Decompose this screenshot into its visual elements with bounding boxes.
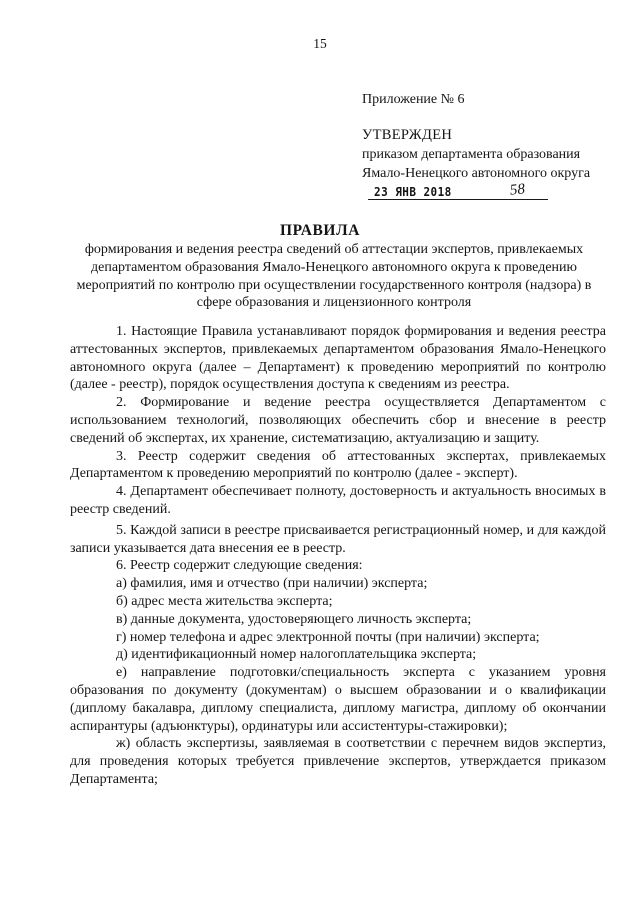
order-line [362,181,622,206]
approved-heading: УТВЕРЖДЕН [362,127,453,143]
approval-line-2: Ямало-Ненецкого автономного округа [362,166,591,181]
appendix-label: Приложение № 6 [362,92,465,107]
paragraph-2: 2. Формирование и ведение реестра осуществляется Департаментом с использованием технологий, позволяющих обеспечить сбор и внесение в реестр сведений об экспертах, их хранение, систематизацию, актуализацию и защиту. [70,395,606,446]
approval-line-1: приказом департамента образования [362,147,581,162]
list-item-zh: ж) область экспертизы, заявляемая в соответствии с перечнем видов экспертиз, для проведения которых требуется привлечение экспертов, утверждается приказом Департамента; [70,736,606,787]
document-title: ПРАВИЛА [279,222,361,239]
paragraph-4: 4. Департамент обеспечивает полноту, достоверность и актуальность вносимых в реестр сведений. [70,484,606,517]
order-date-stamp: 23 ЯНВ 2018 [374,184,452,199]
list-item-b: б) адрес места жительства эксперта; [116,593,333,609]
paragraph-6: 6. Реестр содержит следующие сведения: [116,558,363,574]
list-item-d: д) идентификационный номер налогоплательщика эксперта; [116,647,477,663]
paragraph-3: 3. Реестр содержит сведения об аттестованных экспертах, привлекаемых Департаментом к проведению мероприятий по контролю (далее - эксперт). [70,448,606,482]
list-item-a: а) фамилия, имя и отчество (при наличии) эксперта; [116,576,428,592]
paragraph-5: 5. Каждой записи в реестре присваивается регистрационный номер, и для каждой записи указывается дата внесения ее в реестр. [70,522,606,556]
list-item-v: в) данные документа, удостоверяющего личность эксперта; [116,611,472,627]
approval-block [362,90,622,206]
document-subtitle: формирования и ведения реестра сведений об аттестации экспертов, привлекаемых департаментом образования Ямало-Ненецкого автономного округа к проведению мероприятий по контролю при осуществлении государственного контроля (надзора) в сфере образования и лицензионного контроля [76,242,592,311]
list-item-g: г) номер телефона и адрес электронной почты (при наличии) эксперта; [116,629,540,645]
paragraph-1: 1. Настоящие Правила устанавливают порядок формирования и ведения реестра аттестованных экспертов, привлекаемых департаментом образования Ямало-Ненецкого автономного округа (далее – Департамент) к проведению мероприятий по контролю (далее - реестр), порядок осуществления доступа к сведениям из реестра. [70,324,606,393]
list-item-e: е) направление подготовки/специальность эксперта с указанием уровня образования по документу (документам) о высшем образовании и о квалификации (диплому бакалавра, диплому специалиста, диплому магистра, диплому об окончании аспирантуры (адъюнктуры), ординатуры или ассистентуры-стажировки); [70,665,606,734]
document-body [70,323,606,789]
page-number: 15 [313,36,327,51]
order-number-handwritten: 58 [509,181,526,199]
